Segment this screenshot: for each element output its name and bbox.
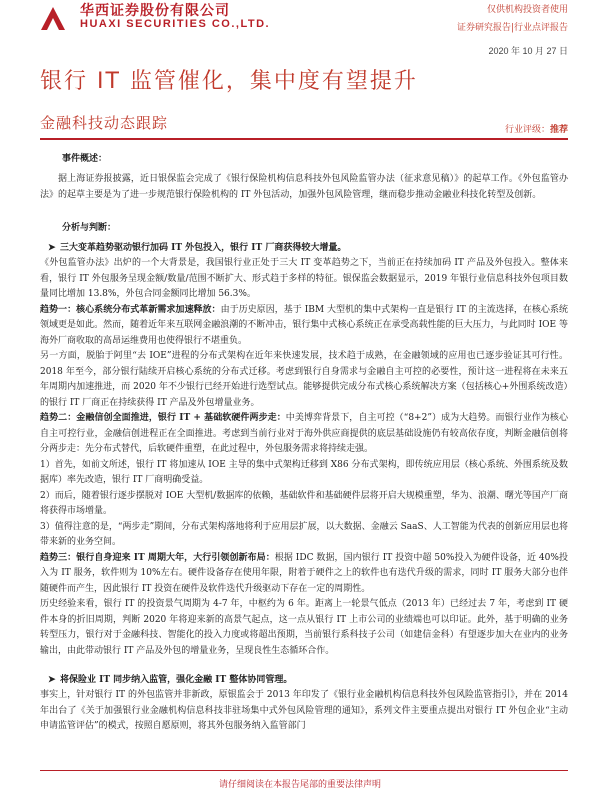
report-title: 银行 IT 监管催化，集中度有望提升 xyxy=(40,69,418,94)
industry-rating xyxy=(505,122,568,135)
paragraph-trend-3 xyxy=(40,551,568,598)
trend-2-lead: 趋势二：金融信创全面推进，银行 IT + 基础软硬件两步走： xyxy=(40,413,286,423)
bullet-icon: ➤ xyxy=(48,675,56,685)
paragraph-trend-1b: 另一方面，脱胎于阿里“去 IOE”进程的分布式架构在近年来快速发展，技术趋于成熟，在金融领域的应用也已逐步验证其可行性。2018 年至今，部分银行陆续开启核心系统的分布式迁移。考虑到银行自身需求与金融自主可控的必要性，预计这一进程将在未来五年周期内加速推进，而 2020 年不少银行已经开始进行选型试点。能够提供完成分布式核心系统解决方案（包括核心+外围系统改造）的银行 IT 厂商正在持续获得 IT 产品及外包增量业务。 xyxy=(40,351,568,408)
footer-divider xyxy=(40,770,568,771)
analysis-heading: 分析与判断： xyxy=(62,223,117,233)
event-paragraph: 据上海证券报披露，近日银保监会完成了《银行保险机构信息科技外包风险监管办法（征求意见稿）》的起草工作。《外包监管办法》的起草主要是为了进一步规范银行保险机构的 IT 外包活动，加强外包风险管理，继而稳步推动金融业科技化转型及创新。 xyxy=(40,174,568,200)
report-subtitle: 金融科技动态跟踪 xyxy=(40,114,169,132)
paragraph-trend-2 xyxy=(40,411,568,458)
bullet-title-2: 将保险业 IT 同步纳入监管，强化金融 IT 整体协同管理。 xyxy=(60,675,293,685)
bullet-title-1: 三大变革趋势驱动银行加码 IT 外包投入，银行 IT 厂商获得较大增量。 xyxy=(60,243,347,253)
bullet-heading-2 xyxy=(48,673,568,688)
rating-value: 推荐 xyxy=(549,125,568,135)
trend-3-lead: 趋势三：银行自身迎来 IT 周期大年，大行引领创新布局： xyxy=(40,552,275,563)
paragraph-background: 《外包监管办法》出炉的一个大背景是，我国银行业正处于三大 IT 变革趋势之下，当前正在持续加码 IT 产品及外包投入。整体来看，银行 IT 外包服务呈现金额/数量/范围不断扩大、形式趋于多样的特征。银保监会数据显示，2019 年银行业信息科技外包项目数量同比增加 13.8%，外包合同金额同比增加 56.3%。 xyxy=(40,258,568,299)
huaxi-logo-icon xyxy=(38,3,68,33)
trend-3-text: 根据 IDC 数据，国内银行 IT 投资中超 50%投入为硬件设备，近 40%投入为 IT 服务，软件则为 10%左右。硬件设备存在使用年限，附着于硬件之上的软件也有迭代升级的需求，同时 IT 服务大部分也伴随硬件而产生，因此银行 IT 投资在硬件及软件迭代升级驱动下存在一定的周期性。 xyxy=(40,552,568,594)
paragraph-trend-3b: 历史经验来看，银行 IT 的投资景气周期为 4-7 年，中枢约为 6 年。距离上一轮景气低点（2013 年）已经过去 7 年，考虑到 IT 硬件本身的折旧周期，判断 2020 年将迎来新的高景气起点，这一点从银行 IT 上市公司的业绩端也可以印证。此外，基于明确的业务转型压力，银行对于金融科技、智能化的投入力度或将超出预期，当前银行系科技子公司（如建信金科）有望逐步加大在业内的业务输出，由此带动银行 IT 产品及外包的增量业务，呈现良性生态循环合作。 xyxy=(40,599,568,656)
trend-1-text: 由于历史原因，基于 IBM 大型机的集中式架构一直是银行 IT 的主流选择，在核心系统领域更是如此。然而，随着近年来互联网金融浪潮的不断冲击，银行集中式核心系统正在承受高载性能的巨大压力，与此同时 IOE 等海外厂商收取的高昂运维费用也使得银行不堪重负。 xyxy=(40,304,568,346)
paragraph-trend-1 xyxy=(40,303,568,350)
trend-2-text: 中美博弈背景下，自主可控（“8+2”）成为大趋势。而银行业作为核心自主可控行业，金融信创进程正在全面推进。考虑到当前行业对于海外供应商提供的底层基础设施仍有较高依存度，判断金融信创将分两步走：先分布式替代，后软硬件重塑，在此过程中，外包服务需求将持续走强。 xyxy=(40,413,568,454)
company-name-en: HUAXI SECURITIES CO.,LTD. xyxy=(80,18,271,30)
trend-2-item-1: 1）首先，如前文所述，银行 IT 将加速从 IOE 主导的集中式架构迁移到 X86 分布式架构，即传统应用层（核心系统、外围系统及数据库）率先改造，银行 IT 厂商明确受益。 xyxy=(40,459,568,485)
event-heading: 事件概述： xyxy=(62,154,108,164)
report-date: 2020 年 10 月 27 日 xyxy=(488,46,568,56)
trend-2-item-2: 2）而后，随着银行逐步摆脱对 IOE 大型机/数据库的依赖，基础软件和基础硬件层将开启大规模重塑，华为、浪潮、曙光等国产厂商将获得市场增量。 xyxy=(40,490,568,516)
company-name-cn: 华西证券股份有限公司 xyxy=(80,3,230,19)
paragraph-regulation: 事实上，针对银行 IT 的外包监管并非新政，原银监会于 2013 年印发了《银行业金融机构信息科技外包风险监管指引》，并在 2014 年出台了《关于加强银行业金融机构信息科技非驻场集中式外包风险管理的通知》，系列文件主要重点提出对银行 IT 外包企业“主动申请监管评估”的模式，按照自愿原则，将其外包服务纳入监管部门 xyxy=(40,690,568,731)
bullet-heading-1 xyxy=(48,241,568,256)
title-divider xyxy=(40,138,568,140)
audience-note: 仅供机构投资者使用 xyxy=(486,5,568,15)
legal-notice: 请仔细阅读在本报告尾部的重要法律声明 xyxy=(218,780,381,790)
rating-label: 行业评级： xyxy=(504,125,550,135)
page-header xyxy=(0,0,600,40)
report-body xyxy=(40,148,568,735)
trend-1-lead: 趋势一：核心系统分布式革新需求加速释放： xyxy=(40,304,221,315)
trend-2-item-3: 3）值得注意的是，“两步走”期间，分布式架构落地将利于应用层扩展，以大数据、金融云 SaaS、人工智能为代表的创新应用层也将带来新的业务空间。 xyxy=(40,521,568,547)
report-category: 证券研究报告|行业点评报告 xyxy=(456,23,568,33)
bullet-icon: ➤ xyxy=(48,243,56,253)
